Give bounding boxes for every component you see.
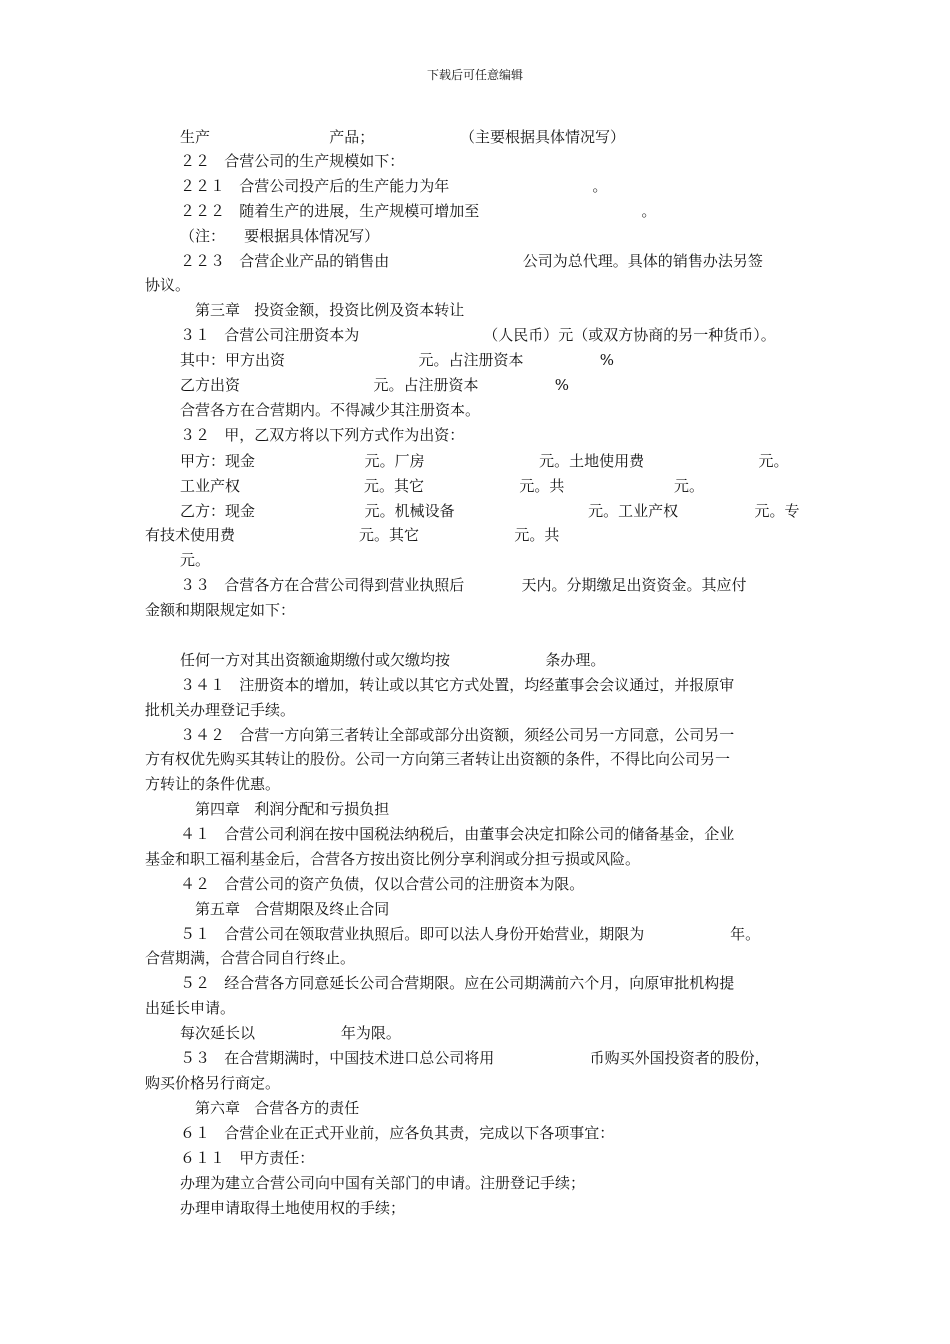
text-line: ５２ 经合营各方同意延长公司合营期限。应在公司期满前六个月，向原审批机构提 (180, 974, 735, 992)
text-line: ６１ 合营企业在正式开业前，应各负其责，完成以下各项事宜： (180, 1124, 615, 1142)
text-line: 乙方出资 元。占注册资本 % (180, 376, 570, 394)
text-line: 协议。 (145, 276, 191, 294)
text-line: 方转让的条件优惠。 (145, 775, 281, 793)
text-line: ４１ 合营公司利润在按中国税法纳税后，由董事会决定扣除公司的储备基金，企业 (180, 825, 735, 843)
text-line: 每次延长以 年为限。 (180, 1024, 401, 1042)
text-line: 购买价格另行商定。 (145, 1074, 281, 1092)
text-line: ２２ 合营公司的生产规模如下： (180, 152, 405, 170)
chapter-heading: 第六章 合营各方的责任 (195, 1099, 360, 1117)
text-line: 出延长申请。 (145, 999, 236, 1017)
text-line: ３１ 合营公司注册资本为 （人民币）元（或双方协商的另一种货币）。 (180, 326, 776, 344)
text-line: ２２３ 合营企业产品的销售由 公司为总代理。具体的销售办法另签 (180, 252, 763, 270)
text-line: ３４１ 注册资本的增加，转让或以其它方式处置，均经董事会会议通过，并报原审 (180, 676, 735, 694)
text-line: 办理申请取得土地使用权的手续； (180, 1199, 406, 1217)
text-line: 方有权优先购买其转让的股份。公司一方向第三者转让出资额的条件，不得比向公司另一 (145, 750, 731, 768)
text-line: 办理为建立合营公司向中国有关部门的申请。注册登记手续； (180, 1174, 586, 1192)
text-line: 乙方：现金 元。机械设备 元。工业产权 元。专 (180, 502, 800, 520)
text-line: 其中：甲方出资 元。占注册资本 % (180, 351, 615, 369)
text-line: ６１１ 甲方责任： (180, 1149, 315, 1167)
text-line: ３４２ 合营一方向第三者转让全部或部分出资额，须经公司另一方同意，公司另一 (180, 726, 735, 744)
text-line: （注： 要根据具体情况写） (180, 227, 380, 245)
text-line: ２２１ 合营公司投产后的生产能力为年 。 (180, 177, 608, 195)
text-line: 工业产权 元。其它 元。共 元。 (180, 477, 704, 495)
chapter-heading: 第五章 合营期限及终止合同 (195, 900, 390, 918)
text-line: 元。 (180, 551, 211, 569)
text-line: 合营期满，合营合同自行终止。 (145, 949, 356, 967)
text-line: 任何一方对其出资额逾期缴付或欠缴均按 条办理。 (180, 651, 606, 669)
text-line: 批机关办理登记手续。 (145, 701, 296, 719)
chapter-heading: 第三章 投资金额，投资比例及资本转让 (195, 301, 465, 319)
text-line: 基金和职工福利基金后，合营各方按出资比例分享利润或分担亏损或风险。 (145, 850, 641, 868)
text-line: ２２２ 随着生产的进展，生产规模可增加至 。 (180, 202, 657, 220)
text-line: 生产 产品； （主要根据具体情况写） (180, 128, 626, 146)
text-line: 金额和期限规定如下： (145, 601, 296, 619)
text-line: 合营各方在合营期内。不得减少其注册资本。 (180, 401, 481, 419)
text-line: 甲方：现金 元。厂房 元。土地使用费 元。 (180, 452, 789, 470)
text-line: ５１ 合营公司在领取营业执照后。即可以法人身份开始营业，期限为 年。 (180, 925, 761, 943)
text-line: ４２ 合营公司的资产负债，仅以合营公司的注册资本为限。 (180, 875, 585, 893)
text-line: ３３ 合营各方在合营公司得到营业执照后 天内。分期缴足出资资金。其应付 (180, 576, 747, 594)
page-header: 下载后可任意编辑 (426, 68, 523, 82)
text-line: ３２ 甲，乙双方将以下列方式作为出资： (180, 426, 465, 444)
text-line: 有技术使用费 元。其它 元。共 (145, 526, 560, 544)
text-line: ５３ 在合营期满时，中国技术进口总公司将用 币购买外国投资者的股份， (180, 1049, 770, 1067)
chapter-heading: 第四章 利润分配和亏损负担 (195, 800, 390, 818)
